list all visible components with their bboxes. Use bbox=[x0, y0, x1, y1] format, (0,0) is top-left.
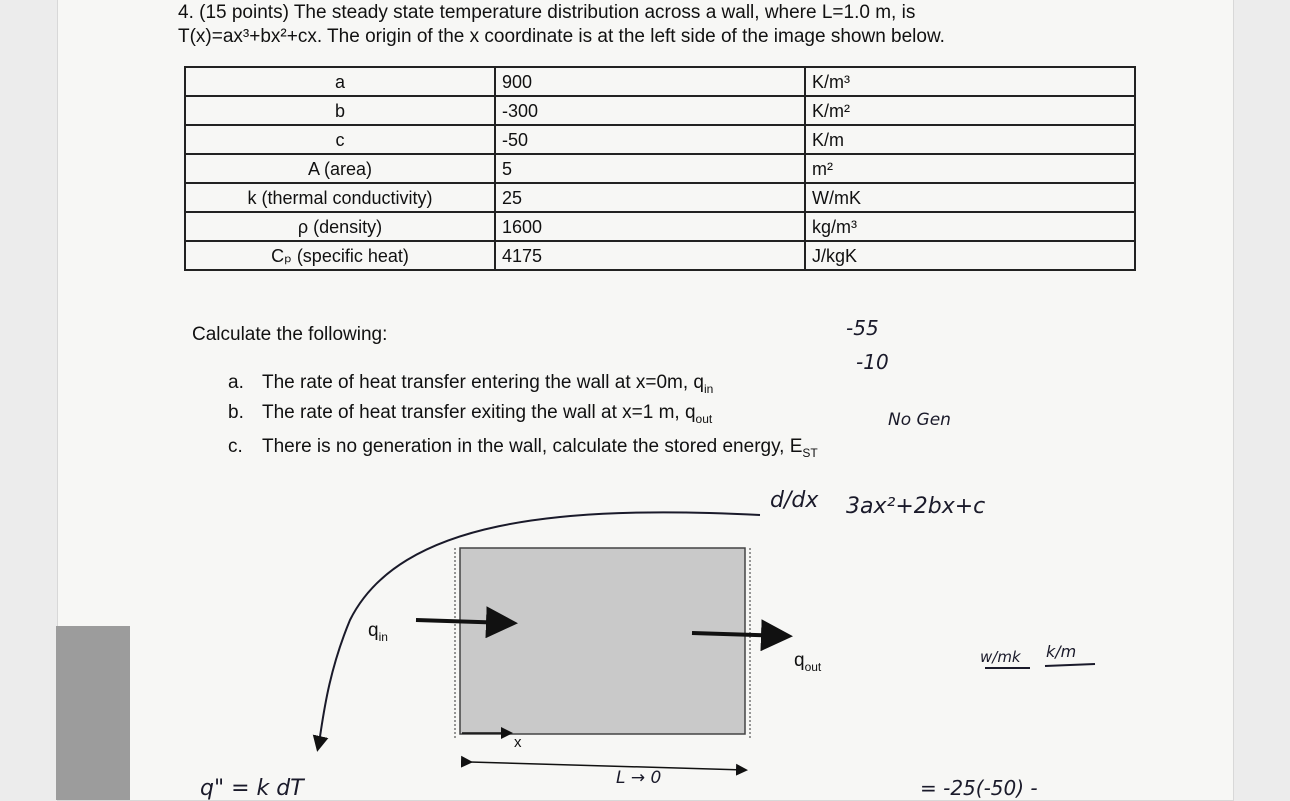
question-line-1: 4. (15 points) The steady state temperature distribution across a wall, where L=1.0 m, is bbox=[178, 2, 916, 23]
table-cell-name: Cₚ (specific heat) bbox=[185, 241, 495, 270]
question-line-2: T(x)=ax³+bx²+cx. The origin of the x coordinate is at the left side of the image shown below. bbox=[178, 26, 945, 47]
length-dimension-arrow bbox=[470, 762, 745, 770]
handwritten-formula: q" = k dT bbox=[200, 776, 304, 801]
item-label: c. bbox=[228, 436, 243, 457]
item-text: The rate of heat transfer exiting the wall at x=1 m, q bbox=[262, 402, 696, 423]
item-subscript: out bbox=[695, 411, 713, 426]
handwritten-derivative: d/dx bbox=[770, 488, 819, 513]
item-text: The rate of heat transfer entering the wall at x=0m, q bbox=[262, 372, 704, 393]
handwritten-note: -55 bbox=[846, 316, 879, 340]
table-cell-name: A (area) bbox=[185, 154, 495, 183]
handwritten-note: L → 0 bbox=[616, 768, 662, 788]
handwritten-units: w/mk bbox=[980, 648, 1021, 666]
x-label: x bbox=[514, 734, 522, 751]
table-cell-name: c bbox=[185, 125, 495, 154]
table-cell-unit: K/m³ bbox=[805, 67, 1135, 96]
handwritten-note: -10 bbox=[856, 350, 889, 374]
table-cell-unit: W/mK bbox=[805, 183, 1135, 212]
item-label: b. bbox=[228, 402, 244, 423]
units-fraction-bar-right bbox=[1045, 664, 1095, 666]
table-cell-unit: K/m bbox=[805, 125, 1135, 154]
table-cell-unit: K/m² bbox=[805, 96, 1135, 125]
instructions-heading: Calculate the following: bbox=[192, 324, 388, 345]
table-cell-value: -50 bbox=[495, 125, 805, 154]
table-cell-value: 5 bbox=[495, 154, 805, 183]
table-cell-unit: J/kgK bbox=[805, 241, 1135, 270]
handwritten-units: k/m bbox=[1046, 642, 1077, 661]
q-in-label: $q_{in}$ bbox=[368, 620, 388, 644]
table-cell-unit: kg/m³ bbox=[805, 212, 1135, 241]
handwritten-note: No Gen bbox=[888, 410, 951, 430]
item-label: a. bbox=[228, 372, 244, 393]
item-subscript: ST bbox=[802, 445, 818, 460]
handwritten-derivative-expression: 3ax²+2bx+c bbox=[846, 494, 986, 519]
handwritten-calculation: = -25(-50) - bbox=[920, 776, 1038, 800]
wall-rectangle bbox=[460, 548, 745, 734]
table-cell-value: 4175 bbox=[495, 241, 805, 270]
table-cell-name: a bbox=[185, 67, 495, 96]
table-cell-value: 1600 bbox=[495, 212, 805, 241]
table-cell-value: -300 bbox=[495, 96, 805, 125]
table-cell-name: ρ (density) bbox=[185, 212, 495, 241]
table-cell-unit: m² bbox=[805, 154, 1135, 183]
table-cell-value: 900 bbox=[495, 67, 805, 96]
table-cell-name: b bbox=[185, 96, 495, 125]
q-out-label: $q_{out}$ bbox=[794, 650, 822, 674]
item-text: There is no generation in the wall, calculate the stored energy, E bbox=[262, 436, 803, 457]
table-cell-name: k (thermal conductivity) bbox=[185, 183, 495, 212]
table-cell-value: 25 bbox=[495, 183, 805, 212]
item-subscript: in bbox=[704, 381, 714, 396]
